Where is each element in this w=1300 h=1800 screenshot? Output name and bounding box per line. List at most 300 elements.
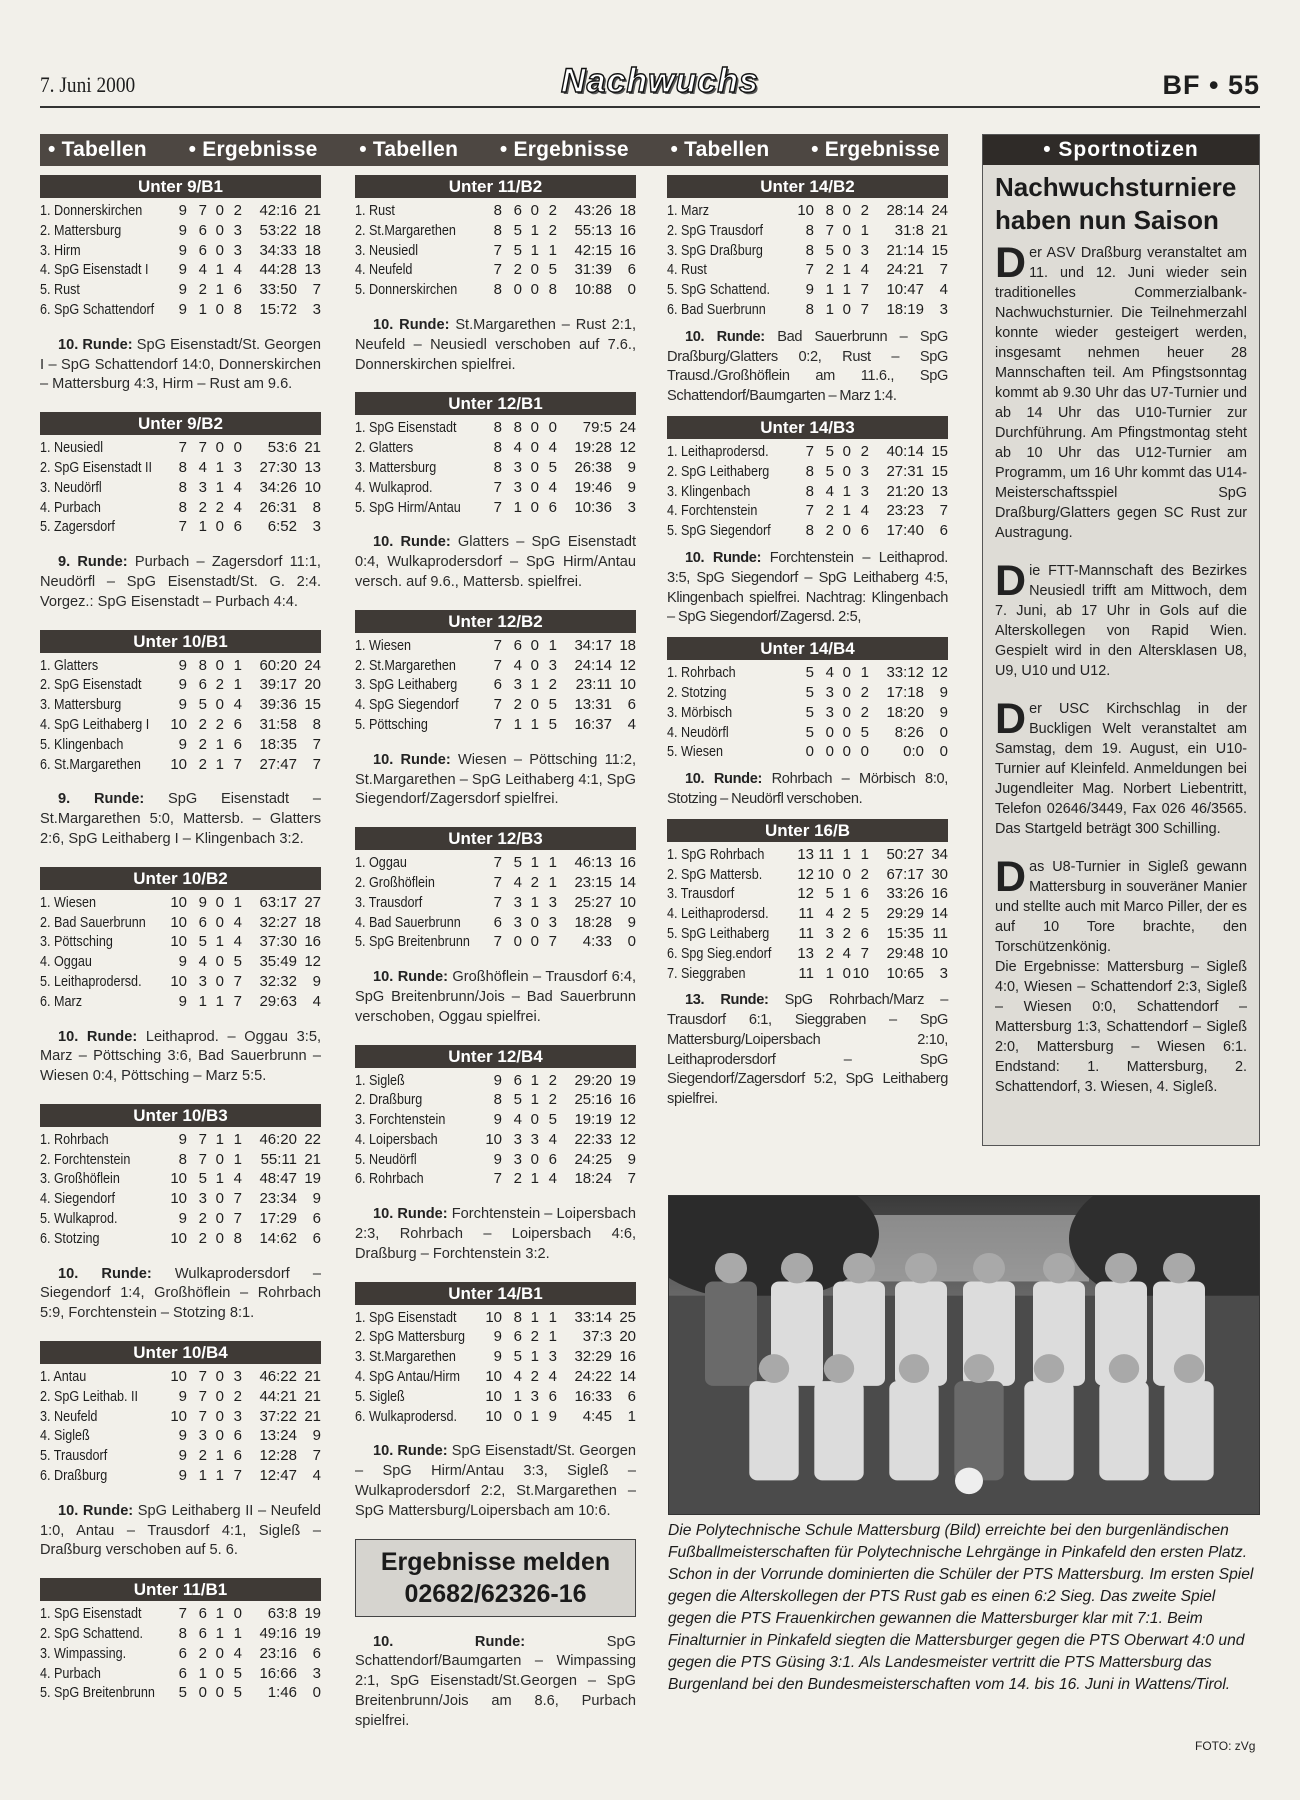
draws: 0 [530,656,539,674]
games: 8 [178,478,187,496]
team-name-text: 5. Klingenbach [40,735,124,753]
games: 8 [178,498,187,516]
goals: 37:22 [259,1407,297,1425]
player-head [715,1253,747,1283]
round-text: SpG Eisenstadt – St.Margarethen 5:0, Mattersb. – Glatters 2:6, SpG Leithaberg I – Klingenbach 3:2. [40,791,321,847]
points: 11 [932,924,948,942]
wins: 5 [513,221,522,239]
games: 8 [805,462,814,480]
goals: 6:52 [267,518,297,536]
goals: 24:22 [574,1368,612,1386]
team-name-text: 2. St.Margarethen [355,221,456,239]
games: 7 [493,696,502,714]
wins: 7 [825,221,834,239]
table-row [40,755,321,775]
games: 8 [178,458,187,476]
standings-table [355,1071,636,1190]
draws: 2 [530,873,539,891]
games: 7 [493,893,502,911]
points: 3 [312,300,321,318]
round-label: 10. Runde: [58,1502,134,1519]
table-row [667,521,948,541]
round-text: Glatters – SpG Eisenstadt 0:4, Wulkaprodersdorf – SpG Hirm/Antau versch. auf 9.6., Mattersb. spielfrei. [355,534,636,590]
goals: 15:72 [259,300,297,318]
column-3 [667,175,948,1119]
points: 7 [939,261,948,279]
team-name-text: 5. SpG Schattend. [667,281,770,299]
league-header: Unter 16/B [667,819,948,842]
draws: 0 [530,439,539,457]
losses: 5 [860,905,869,923]
games: 9 [178,261,187,279]
draws: 0 [842,462,851,480]
goals: 28:14 [886,202,924,219]
draws: 0 [530,202,539,219]
team-name [355,1387,482,1407]
games: 8 [805,482,814,500]
goals: 18:35 [259,735,297,753]
games: 11 [798,905,814,923]
round-label: 9. Runde: [58,554,128,571]
losses: 3 [548,893,557,911]
losses: 5 [233,953,242,971]
wins: 6 [198,1625,207,1643]
team-name [667,482,794,502]
table-row [40,1624,321,1644]
table-row [667,904,948,924]
team-name [667,845,794,865]
games: 9 [493,1328,502,1346]
wins: 6 [198,913,207,931]
wins: 4 [513,873,522,891]
goals: 19:28 [574,439,612,457]
wins: 6 [513,1071,522,1089]
wins: 6 [198,241,207,259]
wins: 2 [198,281,207,299]
table-row [40,1189,321,1209]
draws: 0 [842,522,851,540]
team-name-text: 6. St.Margarethen [40,755,141,773]
goals: 53:22 [259,221,297,239]
team-name-text: 1. Donnerskirchen [40,202,143,219]
points: 6 [939,522,948,540]
points: 0 [627,281,636,299]
draws: 3 [530,1130,539,1148]
team-name [40,458,167,478]
wins: 2 [825,502,834,520]
games: 9 [178,221,187,239]
losses: 6 [548,1150,557,1168]
team-name-text: 6. Spg Sieg.endorf [667,944,772,962]
table-row [355,418,636,438]
draws: 0 [215,300,224,318]
team-name [40,735,167,755]
team-name [40,1209,167,1229]
losses: 8 [548,281,557,299]
losses: 3 [548,656,557,674]
losses: 10 [852,964,869,982]
losses: 2 [233,1387,242,1405]
goals: 42:16 [259,202,297,219]
losses: 1 [860,664,869,682]
league-header: Unter 11/B1 [40,1578,321,1601]
goals: 27:47 [259,755,297,773]
report-results-phone: 02682/62326-16 [404,1579,587,1608]
wins: 7 [198,1150,207,1168]
banner-item: • Tabellen [359,138,458,162]
points: 14 [619,873,636,891]
draws: 1 [530,1071,539,1089]
goals: 23:23 [886,502,924,520]
losses: 4 [233,696,242,714]
team-name-text: 3. Trausdorf [667,885,735,903]
goals: 18:20 [886,703,924,721]
games: 10 [170,1407,187,1425]
wins: 2 [198,735,207,753]
games: 9 [178,1427,187,1445]
wins: 8 [513,419,522,437]
goals: 16:37 [574,715,612,733]
player-head [905,1253,937,1283]
games: 8 [805,522,814,540]
losses: 6 [233,1447,242,1465]
games: 7 [493,1170,502,1188]
standings-table [355,636,636,735]
draws: 0 [842,202,851,219]
goals: 39:36 [259,696,297,714]
goals: 32:32 [259,972,297,990]
games: 9 [178,241,187,259]
games: 10 [170,755,187,773]
losses: 9 [548,1407,557,1425]
games: 7 [493,636,502,654]
goals: 12:28 [259,1447,297,1465]
table-row [40,458,321,478]
draws: 3 [530,1387,539,1405]
losses: 0 [233,1605,242,1623]
points: 0 [627,933,636,951]
table-row [667,221,948,241]
draws: 1 [215,992,224,1010]
player-head [759,1354,789,1383]
team-name [355,1090,482,1110]
team-name [355,893,482,913]
draws: 0 [215,1427,224,1445]
article-paragraph: Die FTT-Mannschaft des Bezirkes Neusiedl trifft am Mittwoch, dem 7. Juni, ab 17 Uhr in Gols auf die Alterskollegen von Rapid Wien. Gespielt wird in den Altersklasen U8, U9, U10 und U12. [995,557,1247,679]
goals: 14:62 [259,1229,297,1247]
draws: 0 [215,221,224,239]
team-name [355,418,482,438]
round-text: Forchtenstein – Loipersbach 2:3, Rohrbach – Loipersbach 4:6, Draßburg – Forchtenstein 3:2. [355,1206,637,1262]
table-row [40,992,321,1012]
losses: 3 [233,221,242,239]
games: 8 [493,458,502,476]
team-name [355,280,482,300]
points: 12 [619,656,636,674]
round-label: 10. Runde: [373,1206,448,1223]
team-name [667,442,794,462]
points: 19 [619,1071,636,1089]
points: 16 [619,1348,636,1366]
league-header: Unter 12/B3 [355,827,636,850]
table-row [667,944,948,964]
points: 21 [304,202,321,219]
draws: 1 [530,1091,539,1109]
games: 7 [493,873,502,891]
table-row [355,1308,636,1328]
draws: 1 [842,502,851,520]
standings-table [40,201,321,320]
losses: 1 [548,854,557,872]
table-row [355,1130,636,1150]
points: 3 [939,300,948,318]
round-results [355,1442,636,1521]
draws: 0 [215,1190,224,1208]
table-row [355,873,636,893]
games: 6 [178,1664,187,1682]
team-name-text: 3. Forchtenstein [355,1111,446,1129]
column-2 [355,175,636,1749]
team-name-text: 2. SpG Schattend. [40,1625,143,1643]
draws: 0 [215,439,224,457]
table-row [355,280,636,300]
table-row [355,1387,636,1407]
points: 9 [312,1190,321,1208]
losses: 8 [233,1229,242,1247]
games: 9 [178,953,187,971]
games: 9 [493,1071,502,1089]
player-head [1174,1354,1204,1383]
draws: 2 [530,1368,539,1386]
draws: 1 [842,261,851,279]
wins: 3 [198,972,207,990]
goals: 18:24 [574,1170,612,1188]
draws: 0 [530,498,539,516]
team-name-text: 3. SpG Leithaberg [355,676,458,694]
points: 14 [931,905,948,923]
team-name [355,913,482,933]
goals: 29:48 [886,944,924,962]
round-label: 10. Runde: [685,549,762,566]
article-paragraph: Der USC Kirchschlag in der Buckligen Welt veranstaltet am Samstag, dem 19. August, ein U10-Turnier auf Kleinfeld. Anmeldungen bei Jugendleiter Mag. Norbert Liebentritt, Telefon 02646/3449, Fax 026 46/3565. Das Startgeld beträgt 300 Schilling. [995,695,1247,837]
points: 3 [312,518,321,536]
points: 9 [627,458,636,476]
points: 16 [619,221,636,239]
player-head [1034,1354,1064,1383]
team-name [40,1150,167,1170]
games: 9 [178,1130,187,1148]
standings-table [40,438,321,537]
table-row [40,1604,321,1624]
wins: 0 [825,723,834,741]
goals: 16:66 [259,1664,297,1682]
draws: 1 [530,1170,539,1188]
games: 8 [493,281,502,299]
games: 0 [805,743,814,761]
losses: 4 [233,1644,242,1662]
games: 10 [485,1308,502,1326]
wins: 4 [825,905,834,923]
league-header: Unter 12/B1 [355,392,636,415]
games: 9 [178,281,187,299]
draws: 0 [215,893,224,911]
league-header: Unter 11/B2 [355,175,636,198]
wins: 3 [513,458,522,476]
round-label: 10. Runde: [58,1265,152,1282]
round-text: Leithaprod. – Oggau 3:5, Marz – Pöttsching 3:6, Bad Sauerbrunn – Wiesen 0:4, Pöttsching – Marz 5:5. [40,1028,322,1085]
wins: 0 [198,1684,207,1702]
goals: 33:26 [886,885,924,903]
table-row [355,1090,636,1110]
round-text: Wiesen – Pöttsching 11:2, St.Margarethen – SpG Leithaberg 4:1, SpG Siegendorf/Zagersdorf spielfrei. [355,751,636,808]
team-name-text: 1. Marz [667,202,710,219]
draws: 0 [215,972,224,990]
team-name [355,1169,482,1189]
losses: 5 [548,1111,557,1129]
points: 7 [312,735,321,753]
wins: 5 [825,462,834,480]
team-name-text: 1. Oggau [355,854,407,872]
wins: 5 [198,1170,207,1188]
losses: 2 [548,221,557,239]
wins: 4 [513,1111,522,1129]
league-header: Unter 10/B1 [40,630,321,653]
losses: 0 [860,743,869,761]
standings-table [40,1604,321,1703]
team-name-text: 3. Trausdorf [355,893,423,911]
points: 9 [312,1427,321,1445]
points: 16 [619,241,636,259]
games: 10 [170,1170,187,1188]
player-head [843,1253,875,1283]
team-name [667,904,794,924]
draws: 1 [530,1348,539,1366]
losses: 6 [233,281,242,299]
losses: 5 [860,723,869,741]
table-row [355,932,636,952]
losses: 4 [233,261,242,279]
points: 16 [619,1091,636,1109]
league-header: Unter 14/B2 [667,175,948,198]
draws: 1 [215,1170,224,1188]
team-name [40,932,167,952]
losses: 4 [548,478,557,496]
team-name [355,241,482,261]
draws: 2 [215,715,224,733]
games: 11 [798,924,814,942]
games: 7 [493,933,502,951]
losses: 5 [548,715,557,733]
wins: 3 [825,683,834,701]
games: 6 [493,676,502,694]
points: 9 [627,1150,636,1168]
wins: 2 [825,522,834,540]
team-name [355,1327,482,1347]
team-name-text: 4. Rust [667,261,707,279]
team-name-text: 6. Draßburg [40,1467,108,1485]
goals: 48:47 [259,1170,297,1188]
team-name [40,300,167,320]
wins: 1 [513,715,522,733]
losses: 7 [860,300,869,318]
team-name [40,241,167,261]
table-row [355,636,636,656]
banner-item: • Tabellen [671,138,770,162]
table-row [667,280,948,300]
table-row [667,663,948,683]
points: 0 [939,723,948,741]
games: 10 [170,715,187,733]
wins: 9 [198,893,207,911]
team-name [667,201,794,221]
table-row [40,1169,321,1189]
league-header: Unter 12/B2 [355,610,636,633]
league-header: Unter 14/B4 [667,637,948,660]
table-row [355,221,636,241]
games: 9 [178,676,187,694]
player-head [973,1253,1005,1283]
team-name [355,1407,482,1427]
draws: 0 [215,953,224,971]
goals: 8:26 [894,723,924,741]
games: 9 [178,1387,187,1405]
team-name-text: 6. Marz [40,992,83,1010]
losses: 2 [548,1091,557,1109]
draws: 0 [215,696,224,714]
table-row [40,300,321,320]
wins: 3 [513,1150,522,1168]
goals: 19:19 [574,1111,612,1129]
league-header: Unter 14/B1 [355,1282,636,1305]
team-name [40,221,167,241]
table-row [355,498,636,518]
losses: 3 [548,1348,557,1366]
league-header: Unter 14/B3 [667,416,948,439]
team-name [40,656,167,676]
wins: 3 [513,676,522,694]
table-row [40,280,321,300]
losses: 6 [860,522,869,540]
games: 12 [797,885,814,903]
team-name [667,742,794,762]
goals: 46:20 [259,1130,297,1148]
games: 8 [493,202,502,219]
team-name [667,865,794,885]
team-name-text: 2. St.Margarethen [355,656,456,674]
goals: 4:45 [582,1407,612,1425]
losses: 3 [233,1407,242,1425]
wins: 3 [513,893,522,911]
team-name-text: 4. Loipersbach [355,1130,438,1148]
wins: 0 [513,1407,522,1425]
losses: 4 [233,478,242,496]
round-results [667,549,948,628]
sportnotizen-header: • Sportnotizen [983,135,1259,165]
games: 5 [805,703,814,721]
table-row [667,683,948,703]
team-name [40,1624,167,1644]
player-head [1043,1253,1075,1283]
team-name [355,932,482,952]
table-row [40,1407,321,1427]
games: 5 [805,723,814,741]
goals: 23:16 [259,1644,297,1662]
round-label: 10. Runde: [373,969,448,986]
team-name [40,1169,167,1189]
games: 10 [170,913,187,931]
round-label: 10. Runde: [58,1028,138,1045]
points: 1 [627,1407,636,1425]
